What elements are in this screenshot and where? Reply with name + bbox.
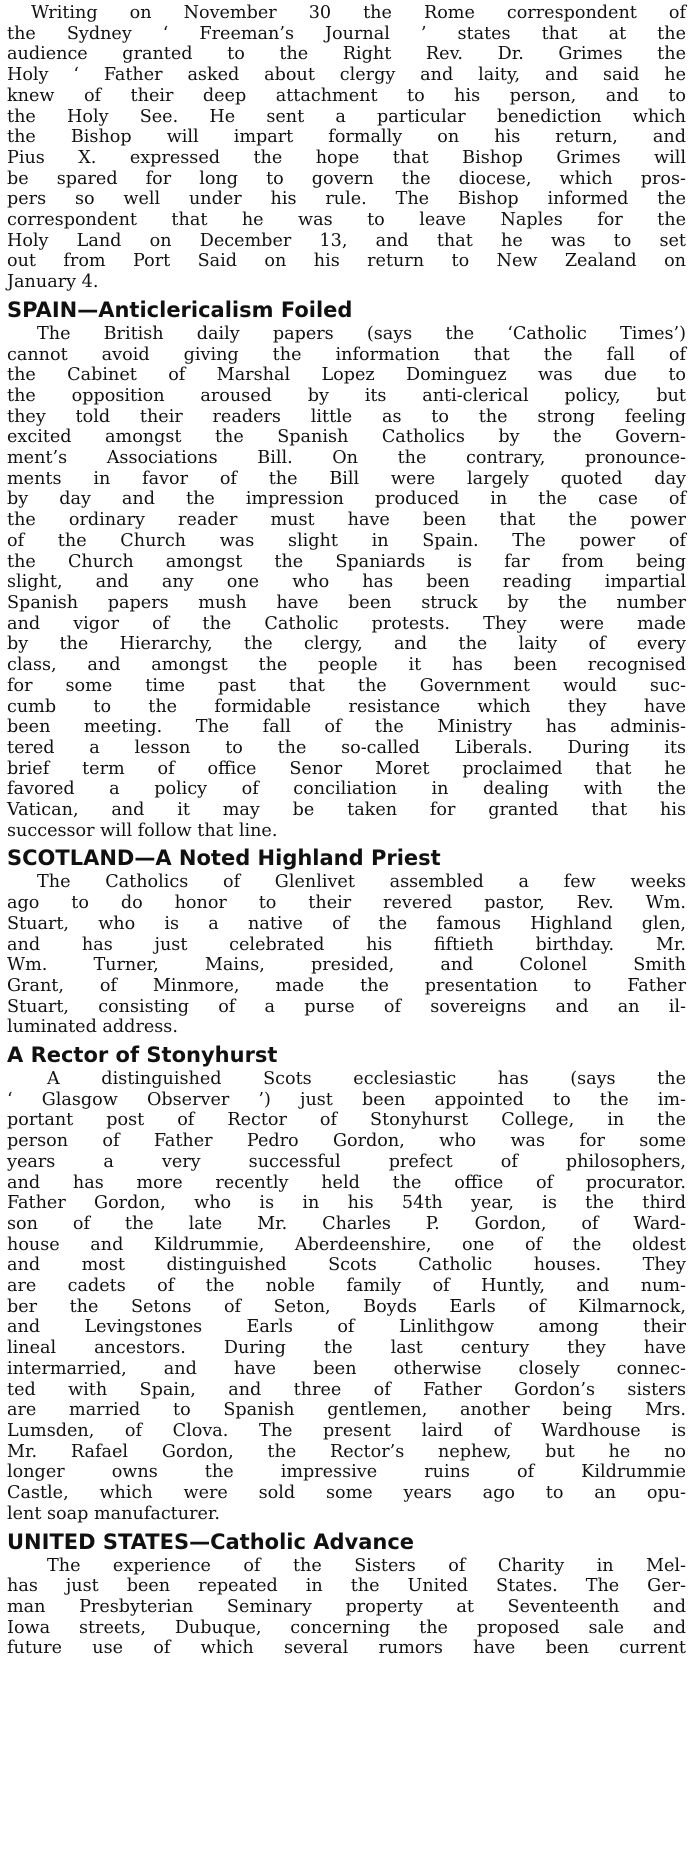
text-line: class, and amongst the people it has been recognised (7, 655, 686, 676)
text-line: out from Port Said on his return to New Zealand on (7, 251, 686, 272)
text-line: has just been repeated in the United States. The Ger- (7, 1576, 686, 1597)
text-line: Grant, of Minmore, made the presentation to Father (7, 975, 686, 996)
spain-paragraph (7, 324, 686, 842)
text-line: brief term of office Senor Moret proclaimed that he (7, 758, 686, 779)
text-line: been meeting. The fall of the Ministry has adminis- (7, 717, 686, 738)
text-line: and Levingstones Earls of Linlithgow among their (7, 1317, 686, 1338)
text-line: man Presbyterian Seminary property at Seventeenth and (7, 1596, 686, 1617)
section-heading-spain: SPAIN—Anticlericalism Foiled (7, 297, 353, 322)
text-line: person of Father Pedro Gordon, who was for some (7, 1131, 686, 1152)
text-line: of the Church was slight in Spain. The power of (7, 530, 686, 551)
text-line: ber the Setons of Seton, Boyds Earls of Kilmarnock, (7, 1296, 686, 1317)
text-line: portant post of Rector of Stonyhurst College, in the (7, 1110, 686, 1131)
text-line: for some time past that the Government would suc- (7, 675, 686, 696)
text-line: slight, and any one who has been reading impartial (7, 572, 686, 593)
text-line: and vigor of the Catholic protests. They were made (7, 613, 686, 634)
text-line: favored a policy of conciliation in dealing with the (7, 779, 686, 800)
text-line: ‘ Glasgow Observer ’) just been appointed to the im- (7, 1089, 686, 1110)
text-line: by day and the impression produced in the case of (7, 489, 686, 510)
text-line: are cadets of the noble family of Huntly, and num- (7, 1276, 686, 1297)
text-line: son of the late Mr. Charles P. Gordon, of Ward- (7, 1213, 686, 1234)
text-line: The experience of the Sisters of Charity in Mel- (47, 1555, 686, 1576)
text-line: correspondent that he was to leave Naples for the (7, 210, 686, 231)
text-line: excited amongst the Spanish Catholics by the Govern- (7, 427, 686, 448)
text-line: Iowa streets, Dubuque, concerning the proposed sale and (7, 1617, 686, 1638)
text-line: Holy ‘ Father asked about clergy and laity, and said he (7, 65, 686, 86)
text-line: Vatican, and it may be taken for granted that his (7, 800, 686, 821)
united-states-paragraph (7, 1556, 686, 1660)
text-line: years a very successful prefect of philosophers, (7, 1151, 686, 1172)
text-line: knew of their deep attachment to his person, and to (7, 85, 686, 106)
text-line: Stuart, who is a native of the famous Highland glen, (7, 913, 686, 934)
text-line: by the Hierarchy, the clergy, and the laity of every (7, 634, 686, 655)
text-line: future use of which several rumors have been current (7, 1638, 686, 1659)
text-line: pers so well under his rule. The Bishop informed the (7, 189, 686, 210)
text-line: ted with Spain, and three of Father Gordon’s sisters (7, 1379, 686, 1400)
text-line: Spanish papers mush have been struck by the number (7, 592, 686, 613)
text-line: Pius X. expressed the hope that Bishop Grimes will (7, 147, 686, 168)
text-line: are married to Spanish gentlemen, another being Mrs. (7, 1400, 686, 1421)
text-line: Lumsden, of Clova. The present laird of Wardhouse is (7, 1421, 686, 1441)
text-line: luminated address. (7, 1017, 178, 1038)
section-heading-stonyhurst: A Rector of Stonyhurst (7, 1043, 278, 1068)
rome-correspondent-paragraph (7, 3, 686, 293)
text-line: Holy Land on December 13, and that he was to set (7, 230, 686, 251)
text-line: The Catholics of Glenlivet assembled a few weeks (37, 872, 686, 893)
text-line: longer owns the impressive ruins of Kildrummie (7, 1462, 686, 1483)
section-heading-scotland: SCOTLAND—A Noted Highland Priest (7, 846, 441, 871)
text-line: intermarried, and have been otherwise closely connec- (7, 1358, 686, 1379)
text-line: Father Gordon, who is in his 54th year, is the third (7, 1193, 686, 1214)
text-line: ments in favor of the Bill were largely quoted day (7, 468, 686, 489)
text-line: the ordinary reader must have been that the power (7, 510, 686, 531)
text-line: The British daily papers (says the ‘Catholic Times’) (37, 323, 686, 344)
text-line: Mr. Rafael Gordon, the Rector’s nephew, but he no (7, 1441, 686, 1462)
text-line: the opposition aroused by its anti-clerical policy, but (7, 385, 686, 406)
section-heading-united-states: UNITED STATES—Catholic Advance (7, 1529, 415, 1554)
text-line: A distinguished Scots ecclesiastic has (says the (47, 1069, 686, 1090)
text-line: the Sydney ‘ Freeman’s Journal ’ states that at the (7, 23, 686, 44)
text-line: Writing on November 30 the Rome correspondent of (31, 3, 686, 23)
text-line: and has more recently held the office of procurator. (7, 1172, 686, 1193)
text-line: and has just celebrated his fiftieth birthday. Mr. (7, 934, 686, 955)
text-line: tered a lesson to the so-called Liberals. During its (7, 737, 686, 758)
text-line: the Bishop will impart formally on his return, and (7, 127, 686, 148)
text-line: and most distinguished Scots Catholic houses. They (7, 1255, 686, 1276)
text-line: lent soap manufacturer. (7, 1503, 220, 1524)
text-line: Castle, which were sold some years ago to an opu- (7, 1483, 686, 1504)
text-line: cannot avoid giving the information that the fall of (7, 344, 686, 365)
text-line: the Cabinet of Marshal Lopez Dominguez was due to (7, 365, 686, 386)
text-line: the Church amongst the Spaniards is far from being (7, 551, 686, 572)
text-line: January 4. (7, 272, 99, 293)
text-line: the Holy See. He sent a particular benediction which (7, 106, 686, 127)
text-line: be spared for long to govern the diocese, which pros- (7, 168, 686, 189)
scotland-paragraph (7, 872, 686, 1038)
text-line: ago to do honor to their revered pastor, Rev. Wm. (7, 893, 686, 914)
text-line: ment’s Associations Bill. On the contrary, pronounce- (7, 448, 686, 469)
stonyhurst-paragraph (7, 1069, 686, 1524)
text-line: lineal ancestors. During the last century they have (7, 1338, 686, 1359)
text-line: Wm. Turner, Mains, presided, and Colonel Smith (7, 955, 686, 976)
text-line: Stuart, consisting of a purse of sovereigns and an il- (7, 996, 686, 1017)
text-line: audience granted to the Right Rev. Dr. Grimes the (7, 44, 686, 65)
text-line: house and Kildrummie, Aberdeenshire, one of the oldest (7, 1234, 686, 1255)
text-line: cumb to the formidable resistance which they have (7, 696, 686, 717)
text-line: they told their readers little as to the strong feeling (7, 406, 686, 427)
text-line: successor will follow that line. (7, 820, 278, 841)
